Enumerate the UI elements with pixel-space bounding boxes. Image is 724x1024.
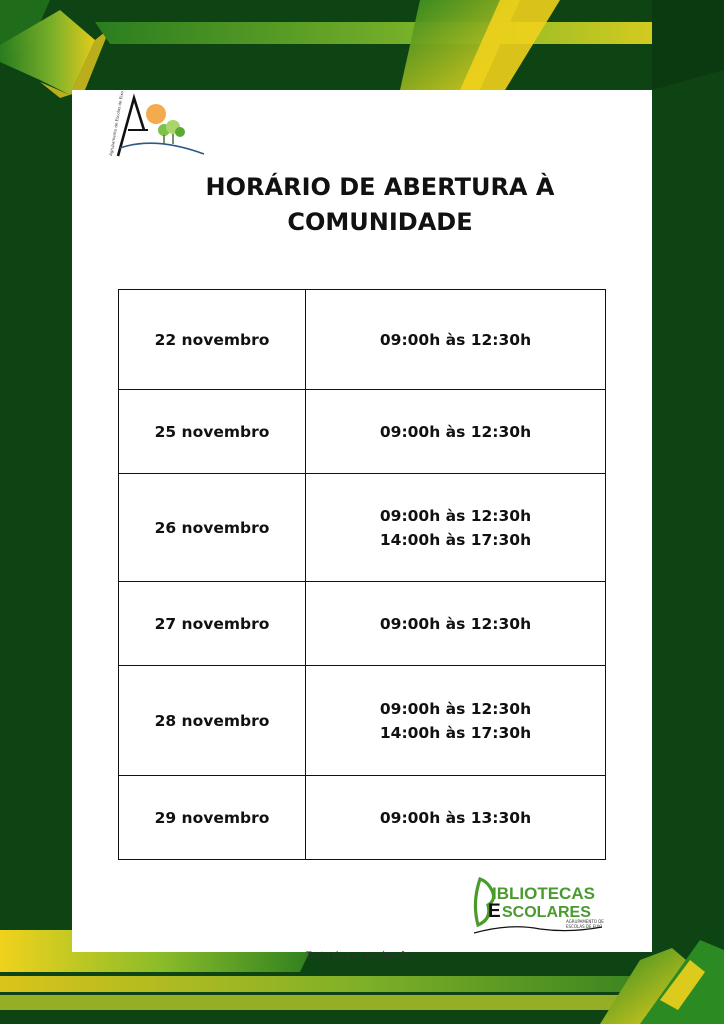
date-cell: 27 novembro xyxy=(119,582,306,666)
hours-cell: 09:00h às 12:30h 14:00h às 17:30h xyxy=(306,474,606,582)
date-cell: 28 novembro xyxy=(119,666,306,776)
date-cell: 29 novembro xyxy=(119,776,306,860)
hours-cell: 09:00h às 12:30h xyxy=(306,290,606,390)
footer-paragraph: Texto do seu parágrafo xyxy=(306,951,410,961)
hours-cell: 09:00h às 12:30h 14:00h às 17:30h xyxy=(306,666,606,776)
school-logo-text: Agrupamento de Escolas de Eixo xyxy=(108,90,125,157)
table-row xyxy=(119,666,606,776)
hours-cell: 09:00h às 12:30h xyxy=(306,582,606,666)
library-logo-letter-e: E xyxy=(488,901,501,922)
library-logo-subtitle-2: ESCOLAS DE EIXO xyxy=(566,924,603,929)
date-cell: 26 novembro xyxy=(119,474,306,582)
title-line-1: HORÁRIO DE ABERTURA À xyxy=(205,173,555,201)
hours-cell: 09:00h às 13:30h xyxy=(306,776,606,860)
table-row xyxy=(119,290,606,390)
table-row xyxy=(119,776,606,860)
table-row xyxy=(119,474,606,582)
library-logo-subtitle-1: AGRUPAMENTO DE xyxy=(566,919,604,924)
date-cell: 25 novembro xyxy=(119,390,306,474)
date-cell: 22 novembro xyxy=(119,290,306,390)
title-line-2: COMUNIDADE xyxy=(287,208,473,236)
schedule-table xyxy=(118,289,606,860)
school-logo xyxy=(100,90,210,160)
table-row xyxy=(119,582,606,666)
library-logo xyxy=(470,873,610,937)
hours-cell: 09:00h às 12:30h xyxy=(306,390,606,474)
library-logo-word1: IBLIOTECAS xyxy=(492,884,595,903)
page-title xyxy=(120,170,640,240)
table-row xyxy=(119,390,606,474)
library-logo-word2: SCOLARES xyxy=(502,904,591,921)
